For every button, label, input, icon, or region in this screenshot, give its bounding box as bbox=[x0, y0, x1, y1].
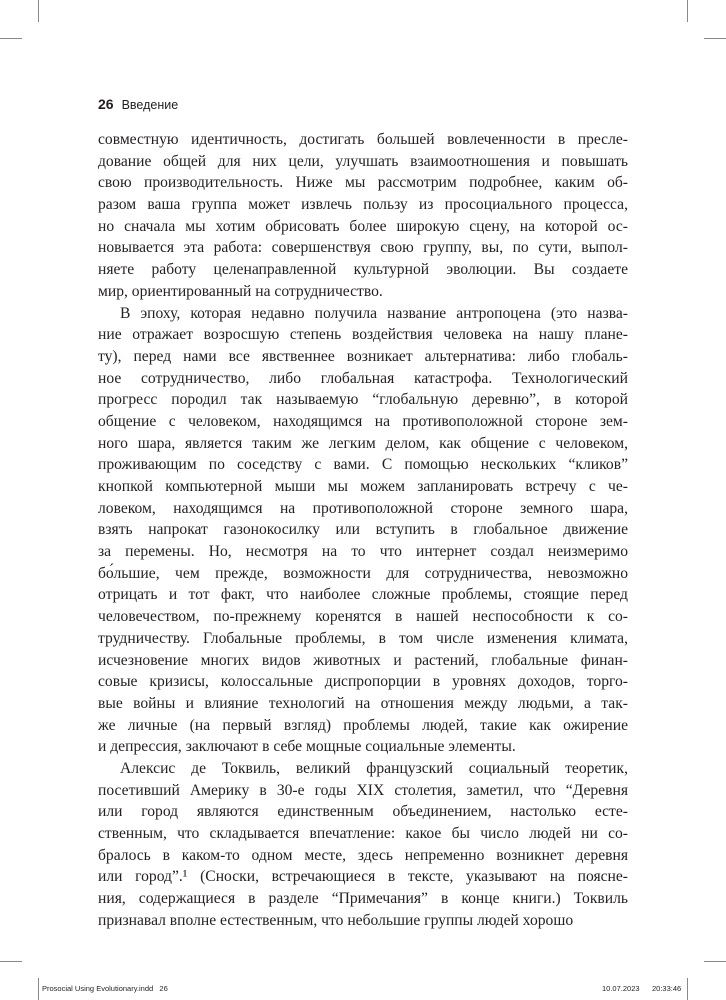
crop-mark-left-top bbox=[0, 38, 22, 39]
text-line: няете работу целенаправленной культурной эволюции. Вы создаете bbox=[98, 261, 628, 279]
text-line: человечеством, по-прежнему коренятся в нашей неспособности к со- bbox=[98, 608, 628, 626]
text-line: общение с человеком, находящимся на противоположной стороне зем- bbox=[98, 412, 628, 430]
slug-file: Prosocial Using Evolutionary.indd 26 bbox=[42, 984, 168, 993]
paragraph bbox=[98, 758, 628, 932]
text-line: дование общей для них цели, улучшать взаимоотношения и повышать bbox=[98, 152, 628, 170]
text-line: прогресс породил так называемую “глобальную деревню”, в которой bbox=[98, 391, 628, 409]
crop-mark-bottom-right bbox=[687, 978, 688, 1000]
text-line: ние отражает возросшую степень воздействия человека на нашу плане- bbox=[98, 326, 628, 344]
page-number: 26 bbox=[98, 96, 114, 112]
text-line: ту), перед нами все явственнее возникает альтернатива: либо глобаль- bbox=[98, 347, 628, 365]
text-line: ственным, что складывается впечатление: какое бы число людей ни со- bbox=[98, 825, 628, 842]
text-line: и депрессия, заключают в себе мощные социальные элементы. bbox=[98, 738, 516, 756]
crop-mark-bottom-left bbox=[38, 978, 39, 1000]
text-line: мир, ориентированный на сотрудничество. bbox=[98, 282, 383, 300]
crop-mark-right-bottom bbox=[704, 961, 726, 962]
text-line: посетивший Америку в 30-е годы XIX столетия, заметил, что “Деревня bbox=[98, 781, 628, 799]
text-line: трудничеству. Глобальные проблемы, в том числе изменения климата, bbox=[98, 629, 628, 647]
text-line: бо́льшие, чем прежде, возможности для сотрудничества, невозможно bbox=[98, 564, 628, 582]
text-line: или город являются единственным объединением, настолько есте- bbox=[98, 803, 628, 821]
text-line: отрицать и тот факт, что наиболее сложные проблемы, стоящие перед bbox=[98, 586, 628, 604]
paragraph bbox=[98, 303, 628, 758]
section-title: Введение bbox=[121, 98, 179, 112]
text-line: ного шара, является таким же легким делом, как общение с человеком, bbox=[98, 434, 628, 452]
text-line: ния, содержащиеся в разделе “Примечания” в конце книги.) Токвиль bbox=[98, 890, 628, 908]
slug-date: 10.07.2023 bbox=[602, 984, 640, 993]
text-line: ловеком, находящимся на противоположной стороне земного шара, bbox=[98, 499, 628, 517]
text-line: но сначала мы хотим обрисовать более широкую сцену, на которой ос- bbox=[98, 217, 628, 235]
running-head bbox=[98, 96, 178, 112]
text-line: В эпоху, которая недавно получила название антропоцена (это назва- bbox=[120, 304, 628, 322]
text-line: кнопкой компьютерной мыши мы можем запланировать встречу с че- bbox=[98, 478, 628, 495]
crop-mark-left-bottom bbox=[0, 961, 22, 962]
text-line: свою производительность. Ниже мы рассмотрим подробнее, каким об- bbox=[98, 174, 628, 192]
text-line: признавал вполне естественным, что небольшие группы людей хорошо bbox=[98, 911, 574, 929]
crop-mark-top-left bbox=[38, 0, 39, 22]
text-line: же личные (на первый взгляд) проблемы людей, такие как ожирение bbox=[98, 716, 628, 734]
text-line: взять напрокат газонокосилку или вступить в глобальное движение bbox=[98, 521, 628, 539]
text-line: совые кризисы, колоссальные диспропорции в уровнях доходов, торго- bbox=[98, 673, 628, 691]
slug-time: 20:33:46 bbox=[652, 984, 682, 993]
crop-mark-top-right bbox=[687, 0, 688, 22]
crop-mark-right-top bbox=[704, 38, 726, 39]
text-line: за перемены. Но, несмотря на то что интернет создал неизмеримо bbox=[98, 543, 628, 561]
text-line: Алексис де Токвиль, великий французский социальный теоретик, bbox=[120, 759, 628, 777]
paragraph bbox=[98, 129, 628, 303]
text-line: разом ваша группа может извлечь пользу из просоциального процесса, bbox=[98, 196, 628, 214]
text-line: вые войны и влияние технологий на отношения между людьми, а так- bbox=[98, 694, 628, 712]
text-line: новывается эта работа: совершенствуя свою группу, вы, по сути, выпол- bbox=[98, 239, 628, 257]
body-text bbox=[98, 129, 628, 931]
text-line: проживающим по соседству с вами. С помощью нескольких “кликов” bbox=[98, 456, 628, 474]
text-line: бралось в каком-то одном месте, здесь непременно возникнет деревня bbox=[98, 846, 628, 864]
text-line: или город”.¹ (Сноски, встречающиеся в тексте, указывают на поясне- bbox=[98, 868, 628, 886]
text-line: исчезновение многих видов животных и растений, глобальные финан- bbox=[98, 651, 628, 669]
text-line: ное сотрудничество, либо глобальная катастрофа. Технологический bbox=[98, 369, 628, 387]
text-line: совместную идентичность, достигать большей вовлеченности в пресле- bbox=[98, 131, 628, 148]
